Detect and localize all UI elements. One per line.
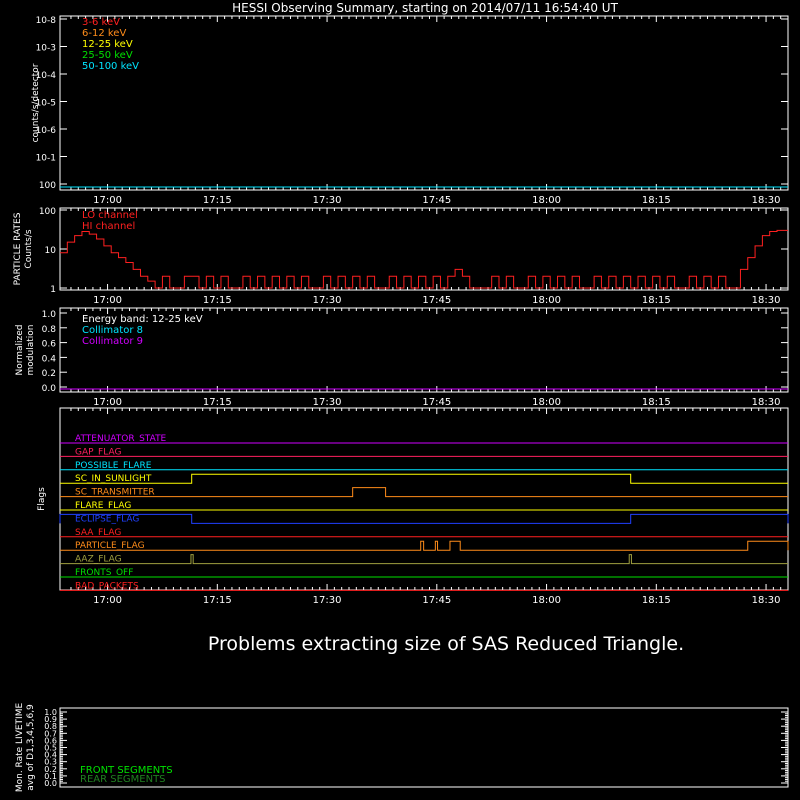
count-rates-x-tick-label: 18:00 <box>532 195 561 206</box>
count-rates-x-tick-label: 17:15 <box>202 195 232 206</box>
count-rates-ylabel: counts/s/detector <box>31 63 41 143</box>
flag-label: GAP_FLAG <box>75 447 122 458</box>
flag-label: POSSIBLE_FLARE <box>75 460 152 471</box>
modulation-x-tick-label: 18:30 <box>751 397 781 408</box>
count-rates-y-tick-label: 10-8 <box>35 16 56 26</box>
count-rates-y-tick-label: 100 <box>38 181 56 191</box>
flag-label: ATTENUATOR_STATE <box>75 434 167 444</box>
particle-rates-legend: LO channel <box>82 210 138 221</box>
flag-label: SC_IN_SUNLIGHT <box>75 474 152 485</box>
particle-rates-x-tick-label: 18:15 <box>641 295 671 306</box>
count-rates-legend: 50-100 keV <box>82 61 140 72</box>
modulation-y-tick-label: 0.4 <box>41 354 56 365</box>
particle-rates-ylabel: PARTICLE RATES <box>13 212 23 286</box>
particle-rates-legend: HI channel <box>82 221 136 232</box>
flag-label: SC_TRANSMITTER <box>75 487 155 498</box>
flags-x-tick-label: 17:30 <box>312 595 342 606</box>
particle-rates-y-tick-label: 100 <box>38 207 56 217</box>
count-rates-x-tick-label: 18:15 <box>641 195 671 206</box>
flag-label: PARTICLE_FLAG <box>75 541 145 552</box>
particle-rates-x-tick-label: 17:30 <box>312 295 342 306</box>
modulation-y-tick-label: 0.2 <box>41 369 56 380</box>
livetime-legend: REAR SEGMENTS <box>80 774 166 785</box>
count-rates-x-tick-label: 17:00 <box>93 195 122 206</box>
modulation-legend: Collimator 8 <box>82 325 143 336</box>
modulation-legend: Energy band: 12-25 keV <box>82 314 203 325</box>
flags-x-tick-label: 17:45 <box>422 595 452 606</box>
livetime-y-tick-label: 0.2 <box>44 764 57 774</box>
flags-x-tick-label: 17:15 <box>202 595 232 606</box>
livetime-ylabel: Mon. Rate LIVETIME <box>15 702 25 793</box>
modulation-y-tick-label: 0.0 <box>41 384 56 394</box>
particle-rates-x-tick-label: 18:00 <box>532 295 561 306</box>
particle-rates-x-tick-label: 17:00 <box>93 295 122 306</box>
modulation-y-tick-label: 0.6 <box>41 339 56 350</box>
plot-title: HESSI Observing Summary, starting on 2014/07/11 16:54:40 UT <box>232 1 618 15</box>
livetime-y-tick-label: 0.0 <box>44 779 57 788</box>
count-rates-x-tick-label: 17:45 <box>422 195 452 206</box>
particle-rates-x-tick-label: 18:30 <box>751 295 781 306</box>
modulation-x-tick-label: 17:30 <box>312 397 342 408</box>
flag-label: BAD_PACKETS <box>75 581 139 592</box>
livetime-y-tick-label: 0.8 <box>44 722 57 732</box>
modulation-ylabel: Normalized <box>15 324 25 376</box>
flags-ylabel: Flags <box>37 487 47 511</box>
count-rates-frame <box>60 16 788 190</box>
flag-line-sc-in-sunlight <box>60 474 788 483</box>
count-rates-y-tick-label: 10-4 <box>35 71 56 81</box>
livetime-legend: FRONT SEGMENTS <box>80 765 173 776</box>
flag-label: FRONTS_OFF <box>75 568 134 578</box>
livetime-y-tick-label: 0.9 <box>44 715 57 725</box>
count-rates-y-tick-label: 10-1 <box>35 153 56 164</box>
modulation-x-tick-label: 17:45 <box>422 397 452 408</box>
particle-rates-y-tick-label: 1 <box>50 285 56 295</box>
flag-label: AAZ_FLAG <box>75 554 122 565</box>
flags-frame <box>60 408 788 590</box>
count-rates-x-tick-label: 17:30 <box>312 195 342 206</box>
livetime-y-tick-label: 0.4 <box>44 750 57 760</box>
flag-line-particle-flag <box>60 541 788 550</box>
modulation-x-tick-label: 18:15 <box>641 397 671 408</box>
flag-label: ECLIPSE_FLAG <box>75 514 140 525</box>
livetime-y-tick-label: 1.0 <box>44 708 57 717</box>
count-rates-y-tick-label: 10-3 <box>35 43 56 54</box>
livetime-y-tick-label: 0.5 <box>44 743 57 753</box>
particle-rates-ylabel: Counts/s <box>24 229 34 269</box>
particle-rates-frame <box>60 208 788 290</box>
count-rates-legend: 25-50 keV <box>82 50 133 61</box>
flag-label: FLARE_FLAG <box>75 501 132 511</box>
modulation-y-tick-label: 1.0 <box>41 310 56 320</box>
count-rates-y-tick-label: 10-6 <box>35 126 56 136</box>
particle-rates-y-tick-label: 10 <box>44 246 56 256</box>
particle-rates-x-tick-label: 17:45 <box>422 295 452 306</box>
count-rates-y-tick-label: 10-5 <box>35 98 56 109</box>
flags-x-tick-label: 17:00 <box>93 595 122 606</box>
count-rates-legend: 3-6 keV <box>82 17 120 28</box>
livetime-y-tick-label: 0.3 <box>44 757 57 767</box>
livetime-y-tick-label: 0.1 <box>44 771 57 781</box>
livetime-y-tick-label: 0.6 <box>44 736 57 746</box>
count-rates-legend: 12-25 keV <box>82 39 133 50</box>
flag-label: SAA_FLAG <box>75 527 122 538</box>
flag-line-eclipse-flag <box>60 514 788 523</box>
flag-line-aaz-flag <box>60 555 788 564</box>
flags-x-tick-label: 18:00 <box>532 595 561 606</box>
particle-rates-series-line <box>60 230 788 288</box>
particle-rates-x-tick-label: 17:15 <box>202 295 232 306</box>
count-rates-legend: 6-12 keV <box>82 28 127 39</box>
modulation-ylabel: modulation <box>26 324 36 376</box>
modulation-legend: Collimator 9 <box>82 336 143 347</box>
modulation-x-tick-label: 17:15 <box>202 397 232 408</box>
livetime-ylabel: avg of D1,3,4,5,6,9 <box>26 704 36 791</box>
modulation-y-tick-label: 0.8 <box>41 324 56 335</box>
sas-problem-message: Problems extracting size of SAS Reduced Triangle. <box>207 633 685 655</box>
count-rates-x-tick-label: 18:30 <box>751 195 781 206</box>
flags-x-tick-label: 18:30 <box>751 595 781 606</box>
modulation-x-tick-label: 18:00 <box>532 397 561 408</box>
flag-line-sc-transmitter <box>60 488 788 497</box>
livetime-y-tick-label: 0.7 <box>44 729 57 739</box>
flags-x-tick-label: 18:15 <box>641 595 671 606</box>
modulation-x-tick-label: 17:00 <box>93 397 122 408</box>
